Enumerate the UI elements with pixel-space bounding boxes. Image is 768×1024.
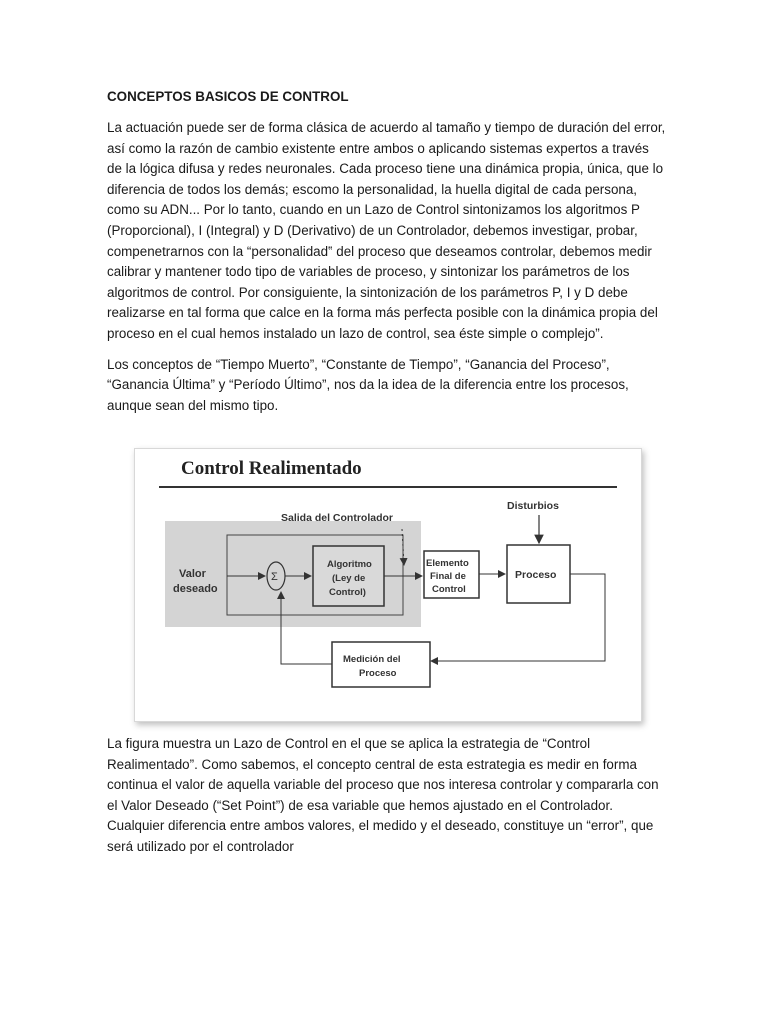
paragraph-2: Los conceptos de “Tiempo Muerto”, “Constante de Tiempo”, “Ganancia del Proceso”, “Ganancia Última” y “Período Último”, nos da la idea de la diferencia entre los procesos, aunque sean del mismo tipo. — [107, 356, 629, 413]
setpoint-label-1: Valor — [179, 568, 206, 580]
final-element-label-2: Final de — [430, 571, 466, 582]
algorithm-label-2: (Ley de — [332, 573, 366, 584]
final-element-label-3: Control — [432, 584, 466, 595]
document-body — [107, 86, 667, 426]
paragraph-3: La figura muestra un Lazo de Control en el que se aplica la estrategia de “Control Realimentado”. Como sabemos, el concepto central de esta estrategia es medir en forma continua el valor de aquella variable del proceso que nos interesa controlar y compararla con el Valor Deseado (“Set Point”) de esa variable que hemos ajustado en el Controlador. Cualquier diferencia entre ambos valores, el medido y el deseado, constituye un “error”, que será utilizado por el controlador — [107, 736, 659, 854]
process-label: Proceso — [515, 569, 557, 581]
disturbance-label: Disturbios — [507, 500, 559, 512]
page-title: CONCEPTOS BASICOS DE CONTROL — [107, 89, 349, 104]
paragraph-1: La actuación puede ser de forma clásica de acuerdo al tamaño y tiempo de duración del error, así como la razón de cambio existente entre ambos o aplicando sistemas expertos a través de la lógica difusa y redes neuronales. Cada proceso tiene una dinámica propia, única, que lo diferencia de todos los demás; escomo la personalidad, la huella digital de cada persona, como su ADN... Por lo tanto, cuando en un Lazo de Control sintonizamos los algoritmos P (Proporcional), I (Integral) y D (Derivativo) de un Controlador, debemos investigar, probar, compenetrarnos con la “personalidad‟ del proceso que deseamos controlar, debemos medir calibrar y mantener todo tipo de variables de proceso, y sintonizar los parámetros de los algoritmos de control. Por consiguiente, la sintonización de los parámetros P, I y D debe realizarse en tal forma que calce en la forma más perfecta posible con la dinámica propia del proceso en el cual hemos instalado un lazo de control, sea éste simple o complejo”. — [107, 120, 666, 341]
algorithm-label-1: Algoritmo — [327, 559, 372, 570]
setpoint-label-2: deseado — [173, 583, 218, 595]
minus-sign: - — [279, 589, 283, 603]
final-element-label-1: Elemento — [426, 558, 469, 569]
measurement-label-2: Proceso — [359, 668, 397, 679]
sum-symbol: Σ — [271, 571, 278, 583]
figure-title: Control Realimentado — [181, 458, 362, 479]
document-body-continued — [107, 734, 667, 868]
control-loop-figure — [134, 448, 642, 722]
algorithm-label-3: Control) — [329, 587, 366, 598]
controller-output-label: Salida del Controlador — [281, 512, 394, 524]
measurement-label-1: Medición del — [343, 654, 401, 665]
